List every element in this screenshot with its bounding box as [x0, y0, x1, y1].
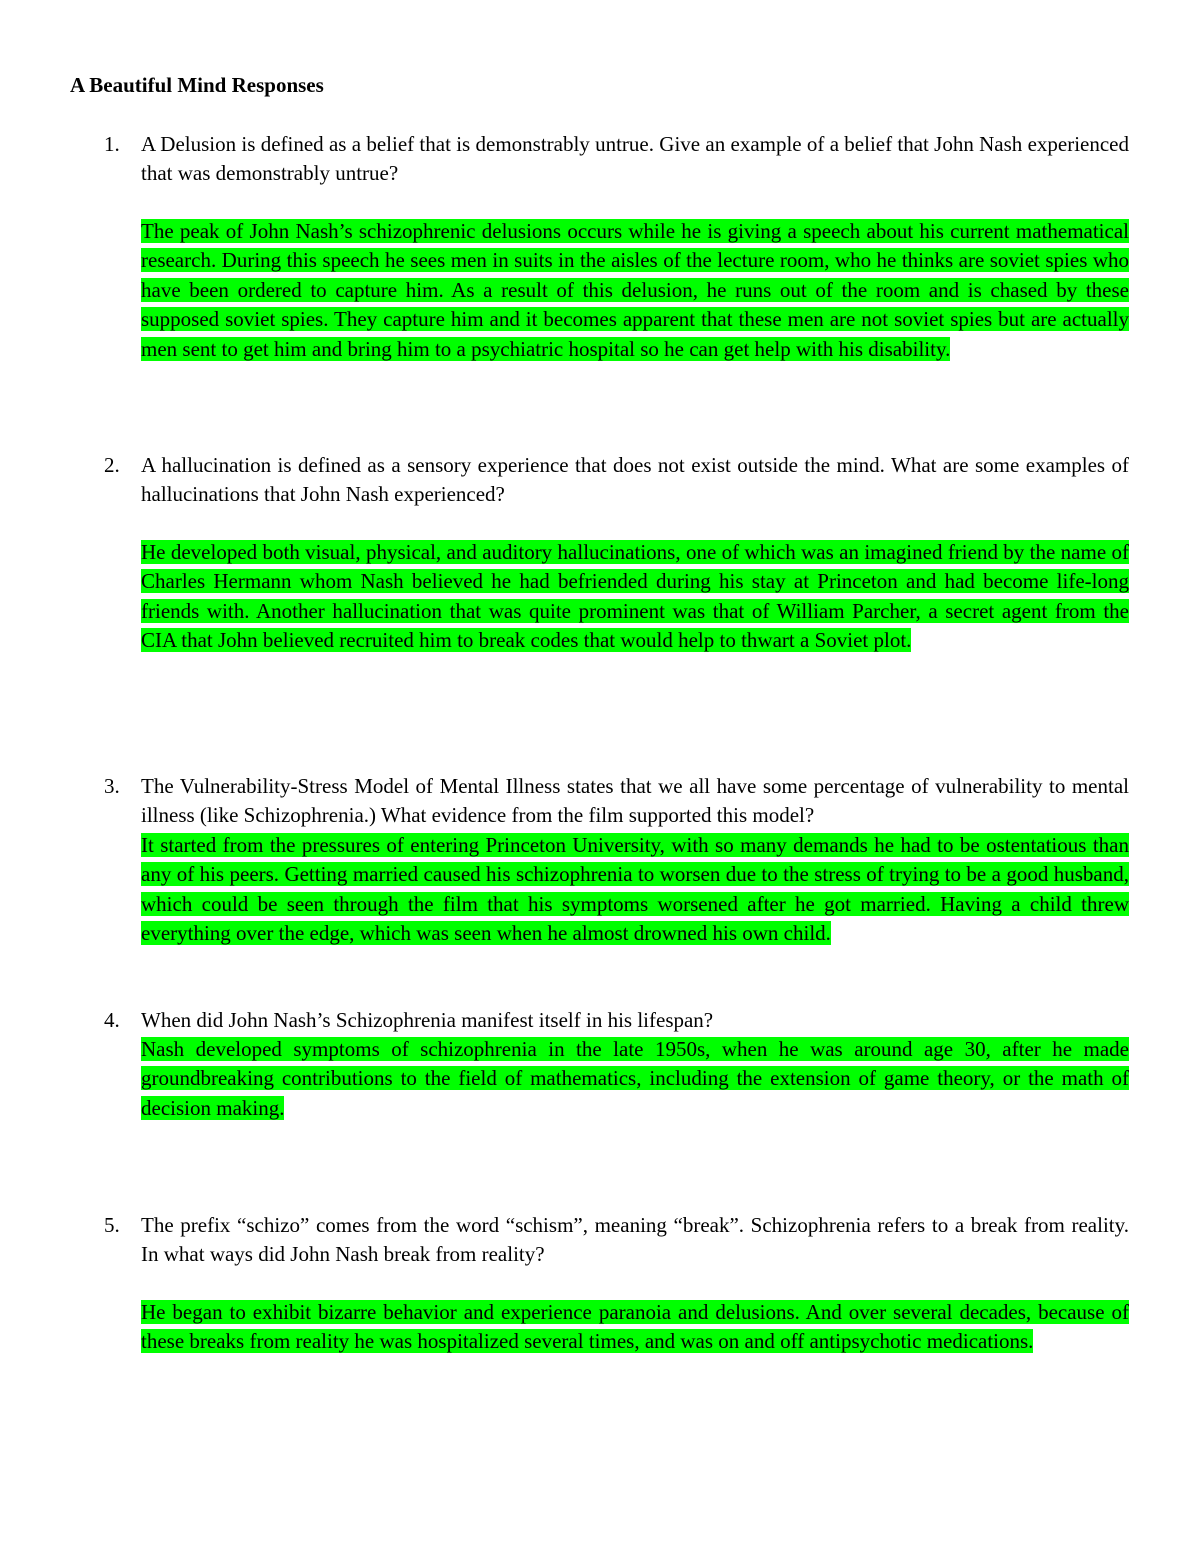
- question-text: When did John Nash’s Schizophrenia manifest itself in his lifespan?: [141, 1008, 714, 1032]
- question-text: A Delusion is defined as a belief that is demonstrably untrue. Give an example of a belief that John Nash experienced that was demonstrably untrue?: [141, 132, 1129, 186]
- question-number: 5.: [104, 1213, 120, 1237]
- answer-block-5: [141, 1298, 1129, 1357]
- highlighted-answer-text: He began to exhibit bizarre behavior and experience paranoia and delusions. And over several decades, because of these breaks from reality he was hospitalized several times, and was on and off antipsychotic medications.: [141, 1300, 1129, 1354]
- question-number: 2.: [104, 453, 120, 477]
- highlighted-answer-text: Nash developed symptoms of schizophrenia in the late 1950s, when he was around age 30, after he made groundbreaking contributions to the field of mathematics, including the extension of game theory, or the math of decision making.: [141, 1037, 1129, 1120]
- question-number: 1.: [104, 132, 120, 156]
- answer-block-3: [141, 831, 1129, 949]
- answer-block-1: [141, 217, 1129, 364]
- question-number: 4.: [104, 1008, 120, 1032]
- question-text: A hallucination is defined as a sensory experience that does not exist outside the mind. What are some examples of hallucinations that John Nash experienced?: [141, 453, 1129, 507]
- highlighted-answer-text: He developed both visual, physical, and auditory hallucinations, one of which was an imagined friend by the name of Charles Hermann whom Nash believed he had befriended during his stay at Princeton and had become life-long friends with. Another hallucination that was quite prominent was that of William Parcher, a secret agent from the CIA that John believed recruited him to break codes that would help to thwart a Soviet plot.: [141, 540, 1129, 653]
- highlighted-answer-text: It started from the pressures of entering Princeton University, with so many demands he had to be ostentatious than any of his peers. Getting married caused his schizophrenia to worsen due to the stress of trying to be a good husband, which could be seen through the film that his symptoms worsened after he got married. Having a child threw everything over the edge, which was seen when he almost drowned his own child.: [141, 833, 1129, 946]
- document-title: A Beautiful Mind Responses: [70, 73, 324, 97]
- question-text: The Vulnerability-Stress Model of Mental Illness states that we all have some percentage of vulnerability to mental illness (like Schizophrenia.) What evidence from the film supported this model?: [141, 774, 1129, 828]
- answer-block-4: [141, 1035, 1129, 1123]
- question-number: 3.: [104, 774, 120, 798]
- question-text: The prefix “schizo” comes from the word “schism”, meaning “break”. Schizophrenia refers to a break from reality. In what ways did John Nash break from reality?: [141, 1213, 1129, 1267]
- highlighted-answer-text: The peak of John Nash’s schizophrenic delusions occurs while he is giving a speech about his current mathematical research. During this speech he sees men in suits in the aisles of the lecture room, who he thinks are soviet spies who have been ordered to capture him. As a result of this delusion, he runs out of the room and is chased by these supposed soviet spies. They capture him and it becomes apparent that these men are not soviet spies but are actually men sent to get him and bring him to a psychiatric hospital so he can get help with his disability.: [141, 219, 1129, 361]
- answer-block-2: [141, 538, 1129, 656]
